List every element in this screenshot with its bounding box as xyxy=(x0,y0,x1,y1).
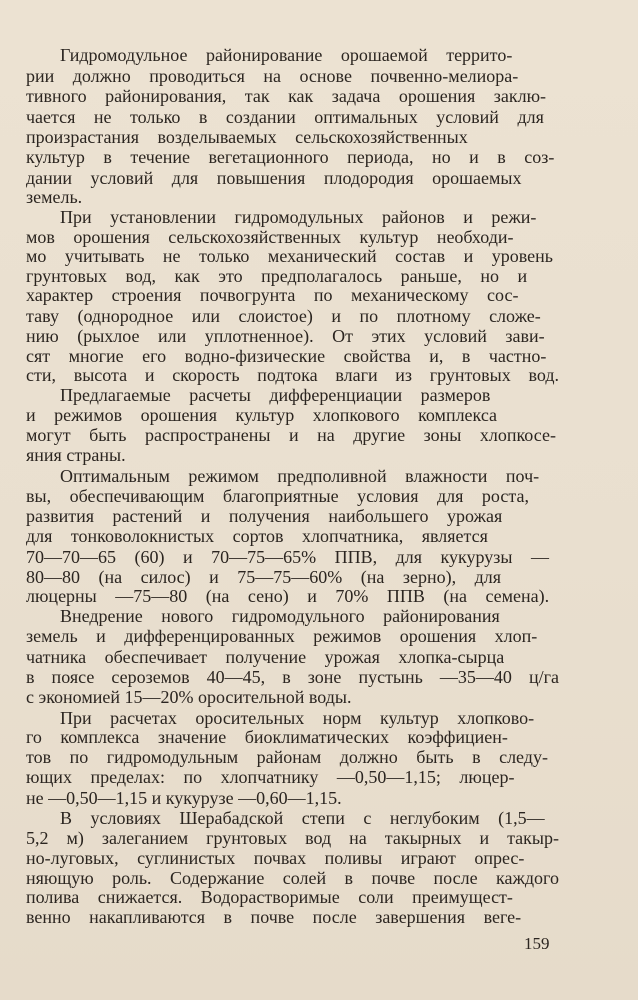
text-line: Внедрение нового гидромодульного районирования xyxy=(60,606,500,626)
text-line: 70—70—65 (60) и 70—75—65% ППВ, для кукурузы — xyxy=(26,547,549,567)
text-line: для тонковолокнистых сортов хлопчатника, является xyxy=(26,526,488,546)
text-line: Оптимальным режимом предполивной влажности поч- xyxy=(60,466,540,486)
text-line: сят многие его водно-физические свойства и, в частно- xyxy=(26,346,547,366)
text-line: земель и дифференцированных режимов орошения хлоп- xyxy=(26,626,538,646)
text-line: тов по гидромодульным районам должно быть в следу- xyxy=(26,747,548,767)
text-line: дании условий для повышения плодородия орошаемых xyxy=(26,168,522,188)
text-line: 80—80 (на силос) и 75—75—60% (на зерно), для xyxy=(26,567,502,587)
text-line: При расчетах оросительных норм культур хлопково- xyxy=(60,708,535,728)
text-line: Предлагаемые расчеты дифференциации размеров xyxy=(60,385,491,405)
text-line: Гидромодульное районирование орошаемой террито- xyxy=(60,45,513,65)
text-line: рии должно проводиться на основе почвенно-мелиора- xyxy=(26,66,519,86)
text-line: могут быть распространены и на другие зоны хлопкосе- xyxy=(26,425,556,445)
text-line: но-луговых, суглинистых почвах поливы играют опрес- xyxy=(26,848,525,868)
text-line: таву (однородное или слоистое) и по плотному сложе- xyxy=(26,306,541,326)
text-line: го комплекса значение биоклиматических коэффициен- xyxy=(26,727,508,747)
text-line: вы, обеспечивающим благоприятные условия для роста, xyxy=(26,486,529,506)
text-line: полива снижается. Водорастворимые соли преимущест- xyxy=(26,887,513,907)
text-line: культур в течение вегетационного периода, но и в соз- xyxy=(26,147,555,167)
text-line: мов орошения сельскохозяйственных культур необходи- xyxy=(26,227,514,247)
text-line: ющих пределах: по хлопчатнику —0,50—1,15; люцер- xyxy=(26,767,515,787)
text-line: характер строения почвогрунта по механическому сос- xyxy=(26,285,519,305)
text-line: нию (рыхлое или уплотненное). От этих условий зави- xyxy=(26,326,545,346)
text-line: развития растений и получения наибольшего урожая xyxy=(26,506,503,526)
text-line: люцерны —75—80 (на сено) и 70% ППВ (на семена). xyxy=(26,586,550,606)
page-number: 159 xyxy=(524,934,550,953)
text-line: не —0,50—1,15 и кукурузе —0,60—1,15. xyxy=(26,788,342,808)
text-line: земель. xyxy=(26,187,83,207)
text-line: и режимов орошения культур хлопкового комплекса xyxy=(26,405,498,425)
text-line: чатника обеспечивает получение урожая хлопка-сырца xyxy=(26,647,505,667)
text-line: грунтовых вод, как это предполагалось раньше, но и xyxy=(26,266,528,286)
text-line: мо учитывать не только механический состав и уровень xyxy=(26,246,553,266)
text-line: произрастания возделываемых сельскохозяйственных xyxy=(26,127,468,147)
text-line: с экономией 15—20% оросительной воды. xyxy=(26,687,352,707)
text-line: чается не только в создании оптимальных условий для xyxy=(26,107,544,127)
text-line: В условиях Шерабадской степи с неглубоким (1,5— xyxy=(60,808,545,828)
text-line: няющую роль. Содержание солей в почве после каждого xyxy=(26,868,559,888)
text-line: яния страны. xyxy=(26,445,126,465)
text-line: сти, высота и скорость подтока влаги из грунтовых вод. xyxy=(26,365,559,385)
text-line: При установлении гидромодульных районов и режи- xyxy=(60,207,537,227)
text-line: 5,2 м) залеганием грунтовых вод на такырных и такыр- xyxy=(26,828,559,848)
text-line: венно накапливаются в почве после завершения веге- xyxy=(26,907,522,927)
text-line: тивного районирования, так как задача орошения заклю- xyxy=(26,86,547,106)
text-line: в поясе сероземов 40—45, в зоне пустынь —35—40 ц/га xyxy=(26,667,559,687)
